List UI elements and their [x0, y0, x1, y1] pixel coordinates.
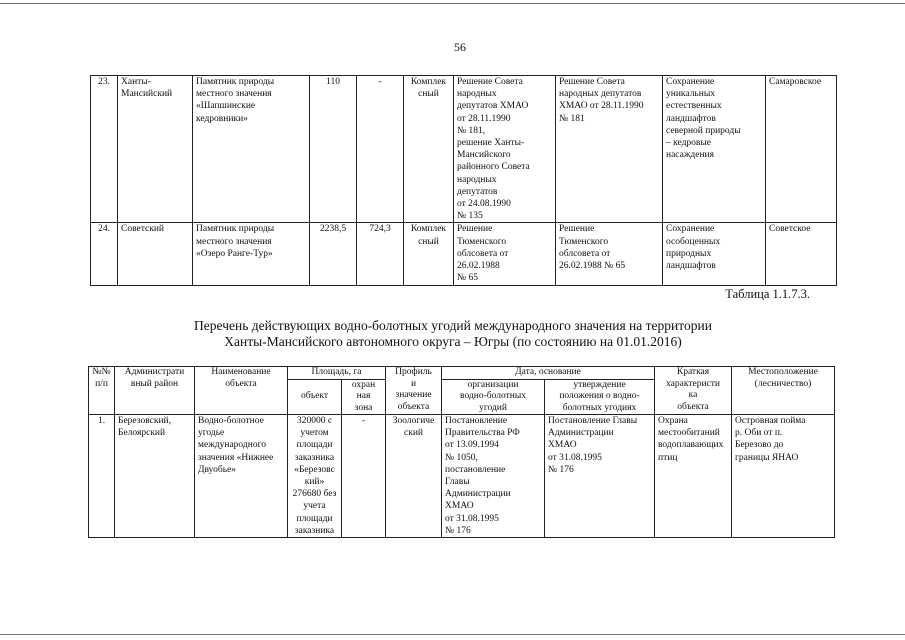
table-number: Таблица 1.1.7.3. [725, 287, 810, 301]
org-decision-cell: Решение Тюменского облсовета от 26.02.1988 № 65 [454, 223, 556, 286]
wetlands-table [88, 366, 835, 538]
district-cell: Советский [118, 223, 193, 286]
area-buffer-cell: 724,3 [357, 223, 404, 286]
profile-cell: Комплек сный [404, 76, 454, 223]
object-name-cell: Памятник природы местного значения «Шапшинские кедровники» [193, 76, 310, 223]
row-number: 24. [91, 223, 118, 286]
area-buffer-cell: - [342, 415, 386, 538]
header-location: Местоположение (лесничество) [732, 367, 835, 415]
district-cell: Ханты- Мансийский [118, 76, 193, 223]
object-name-cell: Памятник природы местного значения «Озеро Ранге-Тур» [193, 223, 310, 286]
approval-cell: Постановление Главы Администрации ХМАО от 31.08.1995 № 176 [545, 415, 655, 538]
area-buffer-cell: - [357, 76, 404, 223]
area-object-cell: 110 [310, 76, 357, 223]
header-row [89, 367, 835, 380]
table-title: Перечень действующих водно-болотных угодий международного значения на территории Ханты-Мансийского автономного округа – Югры (по состоянию на 01.01.2016) [194, 318, 712, 349]
header-approval: утверждение положения о водно- болотных угодиях [545, 379, 655, 415]
table-row [89, 415, 835, 538]
continued-table [90, 75, 837, 286]
location-cell: Советское [766, 223, 837, 286]
area-object-cell: 2238,5 [310, 223, 357, 286]
description-cell: Охрана местообитаний водоплавающих птиц [655, 415, 732, 538]
area-object-cell: 320000 с учетом площади заказника «Березовс кий» 276680 без учета площади заказника [288, 415, 342, 538]
approval-cell: Решение Совета народных депутатов ХМАО от 28.11.1990 № 181 [556, 76, 663, 223]
location-cell: Островная пойма р. Оби от п. Березово до границы ЯНАО [732, 415, 835, 538]
header-name: Наименование объекта [195, 367, 288, 415]
object-name-cell: Водно-болотное угодье международного значения «Нижнее Двуобье» [195, 415, 288, 538]
header-profile: Профиль и значение объекта [386, 367, 442, 415]
top-border-line [0, 3, 905, 4]
row-number: 23. [91, 76, 118, 223]
header-area-object: объект [288, 379, 342, 415]
bottom-border-line [0, 634, 905, 635]
profile-cell: Комплек сный [404, 223, 454, 286]
row-number: 1. [89, 415, 115, 538]
profile-cell: Зоологиче ский [386, 415, 442, 538]
description-cell: Сохранение особоценных природных ландшафтов [663, 223, 766, 286]
approval-cell: Решение Тюменского облсовета от 26.02.1988 № 65 [556, 223, 663, 286]
header-dates: Дата, основание [442, 367, 655, 380]
org-decision-cell: Решение Совета народных депутатов ХМАО от 28.11.1990 № 181, решение Ханты- Мансийского районного Совета народных депутатов от 24.08.1990 № 135 [454, 76, 556, 223]
header-area-buffer: охран ная зона [342, 379, 386, 415]
header-no: №№ п/п [89, 367, 115, 415]
header-district: Администрати вный район [115, 367, 195, 415]
location-cell: Самаровское [766, 76, 837, 223]
district-cell: Березовский, Белоярский [115, 415, 195, 538]
description-cell: Сохранение уникальных естественных ландшафтов северной природы – кедровые насаждения [663, 76, 766, 223]
header-org: организации водно-болотных угодий [442, 379, 545, 415]
header-area: Площадь, га [288, 367, 386, 380]
table-row [91, 223, 837, 286]
table-row [91, 76, 837, 223]
header-description: Краткая характеристи ка объекта [655, 367, 732, 415]
page-number: 56 [454, 40, 466, 54]
org-cell: Постановление Правительства РФ от 13.09.1994 № 1050, постановление Главы Администрации ХМАО от 31.08.1995 № 176 [442, 415, 545, 538]
